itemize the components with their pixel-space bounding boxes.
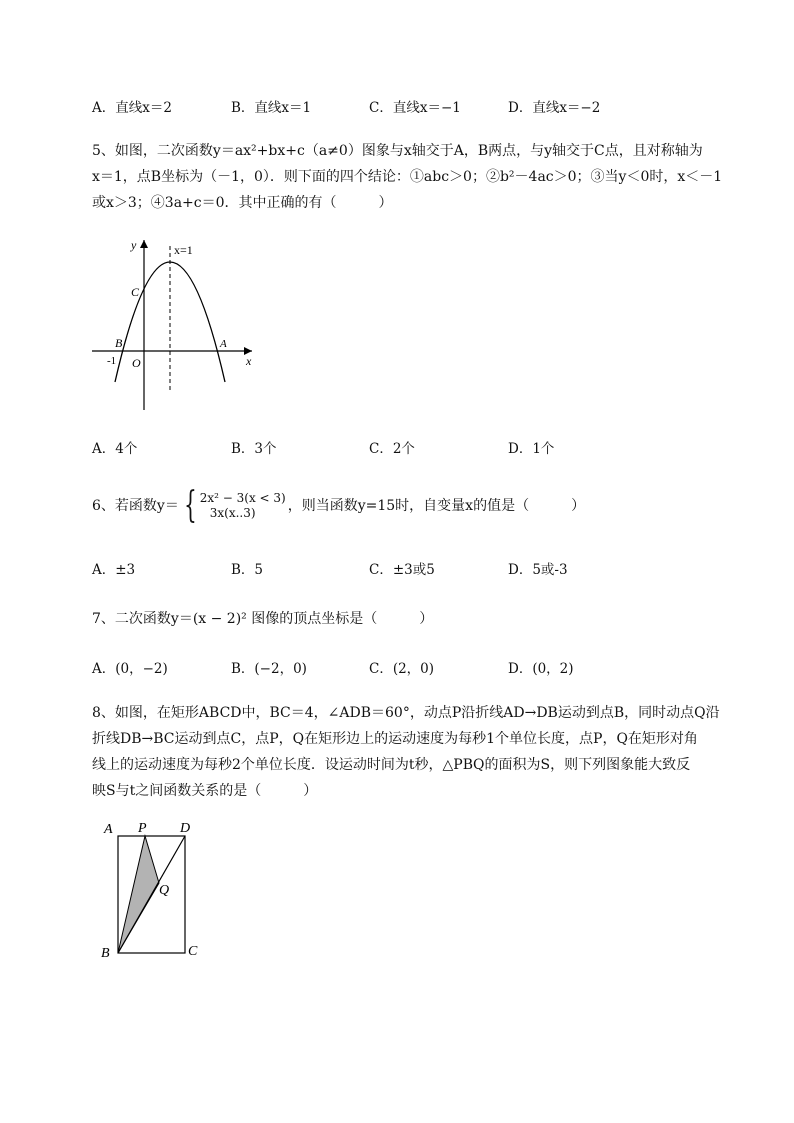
q4-option-c[interactable]: C．直线x＝−1 [369, 100, 461, 116]
q7-option-d[interactable]: D．(0，2) [508, 661, 574, 677]
y-axis-label: y [131, 238, 137, 252]
q5-option-c[interactable]: C．2个 [369, 441, 415, 457]
q7-option-a[interactable]: A．(0，−2) [92, 661, 168, 677]
q6-case-2: 3x(x..3) [209, 506, 256, 520]
q6-stem [92, 485, 586, 526]
q7-option-c[interactable]: C．(2，0) [369, 661, 435, 677]
point-p-label: P [138, 821, 147, 836]
point-b-label: B [101, 946, 110, 961]
point-d-label: D [180, 821, 191, 836]
q6-case-1: 2x² − 3(x < 3) [199, 491, 286, 505]
triangle-pbq-shaded [118, 836, 159, 953]
point-c-label: C [188, 944, 198, 959]
q7-stem: 7、二次函数y＝(x − 2)² 图像的顶点坐标是（ ） [92, 611, 434, 627]
q6-option-c[interactable]: C．±3或5 [369, 562, 435, 578]
q6-prefix: 6、若函数y＝ [92, 498, 179, 514]
point-q-label: Q [159, 883, 170, 898]
diagonal-bd [118, 836, 185, 953]
q6-option-a[interactable]: A．±3 [92, 562, 136, 578]
point-a-label: A [104, 822, 113, 837]
q8-stem-line-2: 折线DB→BC运动到点C，点P，Q在矩形边上的运动速度为每秒1个单位长度，点P，Q在矩形对角 [92, 731, 698, 747]
point-b-label: B [115, 336, 123, 350]
q8-stem-line-1: 8、如图，在矩形ABCD中，BC＝4，∠ADB＝60°，动点P沿折线AD→DB运动到点B，同时动点Q沿 [92, 705, 720, 721]
q5-parabola-figure [88, 232, 268, 417]
q6-suffix: ，则当函数y=15时，自变量x的值是（ ） [287, 498, 586, 514]
q6-option-d[interactable]: D．5或-3 [508, 562, 568, 578]
q8-stem-line-3: 线上的运动速度为每秒2个单位长度．设运动时间为t秒，△PBQ的面积为S，则下列图象能大致反 [92, 757, 691, 773]
q4-option-a[interactable]: A．直线x＝2 [92, 100, 172, 116]
origin-label: O [132, 356, 141, 370]
q8-rectangle-figure [98, 815, 218, 965]
q6-option-b[interactable]: B．5 [231, 562, 264, 578]
symmetry-axis-label: x=1 [174, 243, 193, 257]
q5-option-a[interactable]: A．4个 [92, 441, 138, 457]
y-axis-arrow [140, 240, 148, 248]
q4-option-b[interactable]: B．直线x＝1 [231, 100, 312, 116]
q5-stem-line-3: 或x＞3；④3a+c＝0．其中正确的有（ ） [92, 195, 393, 211]
q7-option-b[interactable]: B．(−2，0) [231, 661, 307, 677]
neg-one-label: -1 [107, 355, 117, 367]
q5-stem-line-1: 5、如图，二次函数y＝ax²+bx+c（a≠0）图象与x轴交于A，B两点，与y轴交于C点，且对称轴为 [92, 143, 703, 159]
q6-cases [200, 491, 286, 521]
x-axis-label: x [246, 354, 252, 368]
q8-stem-line-4: 映S与t之间函数关系的是（ ） [92, 783, 318, 799]
q5-stem-line-2: x＝1，点B坐标为（－1，0）．则下面的四个结论：①abc＞0；②b²－4ac＞0；③当y＜0时，x＜－1 [92, 169, 723, 185]
q5-option-b[interactable]: B．3个 [231, 441, 277, 457]
q5-option-d[interactable]: D．1个 [508, 441, 555, 457]
point-c-label: C [131, 285, 140, 299]
q6-brace: { [183, 485, 197, 526]
q4-option-d[interactable]: D．直线x＝−2 [508, 100, 601, 116]
point-a-label: A [220, 338, 227, 350]
